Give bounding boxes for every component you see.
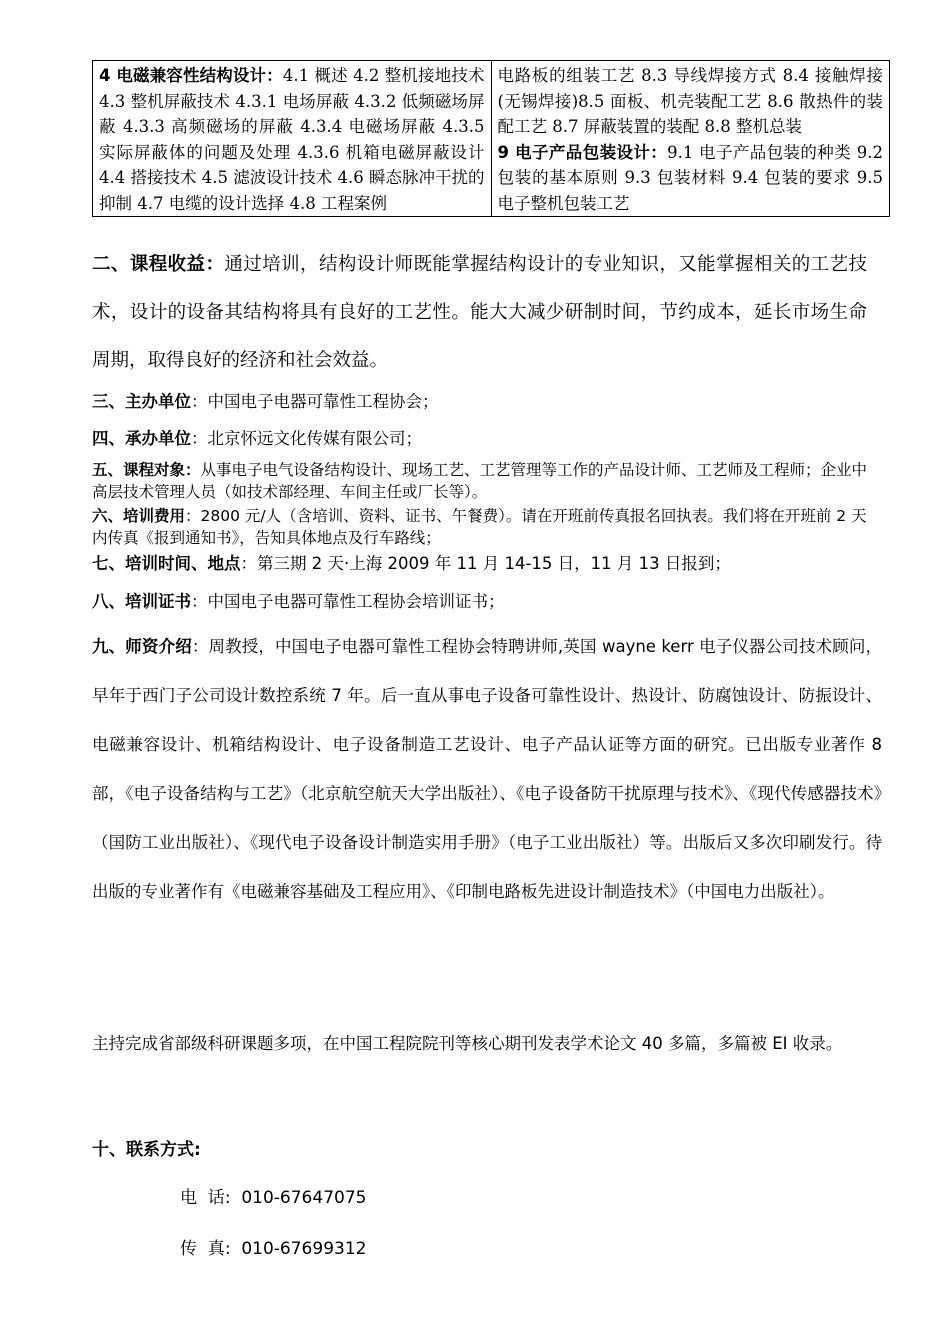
- section-course-benefits: [92, 241, 867, 385]
- contact-phone: [180, 1183, 366, 1208]
- cell-heading: 9 电子产品包装设计：: [497, 142, 668, 162]
- section-label: 八、培训证书: [92, 592, 191, 611]
- section-instructor: [92, 622, 882, 916]
- section-label: 五、课程对象：: [92, 461, 201, 479]
- section-certificate: [92, 588, 505, 612]
- section-text: ：中国电子电器可靠性工程协会培训证书；: [191, 592, 505, 611]
- section-label: 七、培训时间、地点: [92, 554, 241, 573]
- phone-number: : 010-67647075: [224, 1188, 367, 1208]
- cell-heading: 4 电磁兼容性结构设计：: [99, 66, 283, 85]
- section-text: ：2800 元/人（含培训、资料、证书、午餐费）。请在开班前传真报名回执表。我们将在开班前 2 天内传真《报到通知书》，告知具体地点及行车路线；: [92, 507, 867, 547]
- cell-text: 电路板的组装工艺 8.3 导线焊接方式 8.4 接触焊接(无锡焊接)8.5 面板、机壳装配工艺 8.6 散热件的装配工艺 8.7 屏蔽装置的装配 8.8 整机总装: [497, 66, 883, 136]
- cell-text: 9.1 电子产品包装的种类 9.2 包装的基本原则 9.3 包装材料 9.4 包装的要求 9.5 电子整机包装工艺: [497, 142, 883, 213]
- section-label: 九、师资介绍: [92, 637, 192, 656]
- section-time-place: [92, 550, 731, 574]
- fax-number: : 010-67699312: [224, 1239, 367, 1259]
- contact-fax: [180, 1234, 366, 1259]
- section-label: 六、培训费用: [92, 507, 186, 525]
- section-label: 二、课程收益：: [92, 254, 225, 275]
- section-research: [92, 1019, 882, 1068]
- table-row: [93, 61, 890, 217]
- section-text: ：中国电子电器可靠性工程协会；: [191, 392, 439, 411]
- cell-text: 4.1 概述 4.2 整机接地技术 4.3 整机屏蔽技术 4.3.1 电场屏蔽 4.3.2 低频磁场屏蔽 4.3.3 高频磁场的屏蔽 4.3.4 电磁场屏蔽 4.3.5 实际屏蔽体的问题及处理 4.3.6 机箱电磁屏蔽设计 4.4 搭接技术 4.5 滤波设计技术 4.6 瞬态脉冲干扰的抑制 4.7 电缆的设计选择 4.8 工程案例: [99, 66, 485, 213]
- section-text: 主持完成省部级科研课题多项，在中国工程院院刊等核心期刊发表学术论文 40 多篇，多篇被 EI 收录。: [92, 1034, 843, 1053]
- section-audience: [92, 459, 870, 503]
- section-label: 三、主办单位: [92, 392, 191, 411]
- section-fee: [92, 505, 882, 549]
- section-organizer: [92, 388, 439, 412]
- table-cell-left: [93, 61, 492, 217]
- section-text: ：第三期 2 天·上海 2009 年 11 月 14-15 日，11 月 13 日报到；: [240, 554, 731, 573]
- section-text: 通过培训，结构设计师既能掌握结构设计的专业知识，又能掌握相关的工艺技术，设计的设备其结构将具有良好的工艺性。能大大减少研制时间，节约成本，延长市场生命周期，取得良好的经济和社会效益。: [92, 254, 867, 371]
- section-host: [92, 425, 422, 449]
- table-cell-right: [491, 61, 890, 217]
- section-text: ：北京怀远文化传媒有限公司；: [191, 429, 422, 448]
- section-text: 从事电子电气设备结构设计、现场工艺、工艺管理等工作的产品设计师、工艺师及工程师；企业中高层技术管理人员（如技术部经理、车间主任或厂长等）。: [92, 461, 868, 501]
- section-text: ：周教授，中国电子电器可靠性工程协会特聘讲师,英国 wayne kerr 电子仪器公司技术顾问，早年于西门子公司设计数控系统 7 年。后一直从事电子设备可靠性设计、热设计、防腐蚀设计、防振设计、电磁兼容设计、机箱结构设计、电子设备制造工艺设计、电子产品认证等方面的研究。已出版专业著作 8 部，《电子设备结构与工艺》（北京航空航天大学出版社）、《电子设备防干扰原理与技术》、《现代传感器技术》（国防工业出版社）、《现代电子设备设计制造实用手册》（电子工业出版社）等。出版后又多次印刷发行。待出版的专业著作有《电磁兼容基础及工程应用》、《印制电路板先进设计制造技术》（中国电力出版社）。: [92, 637, 883, 901]
- section-contact-heading: 十、联系方式:: [92, 1140, 201, 1160]
- phone-label: 电 话: [180, 1188, 225, 1208]
- syllabus-table: [92, 60, 890, 217]
- section-label: 四、承办单位: [92, 429, 191, 448]
- fax-label: 传 真: [180, 1239, 225, 1259]
